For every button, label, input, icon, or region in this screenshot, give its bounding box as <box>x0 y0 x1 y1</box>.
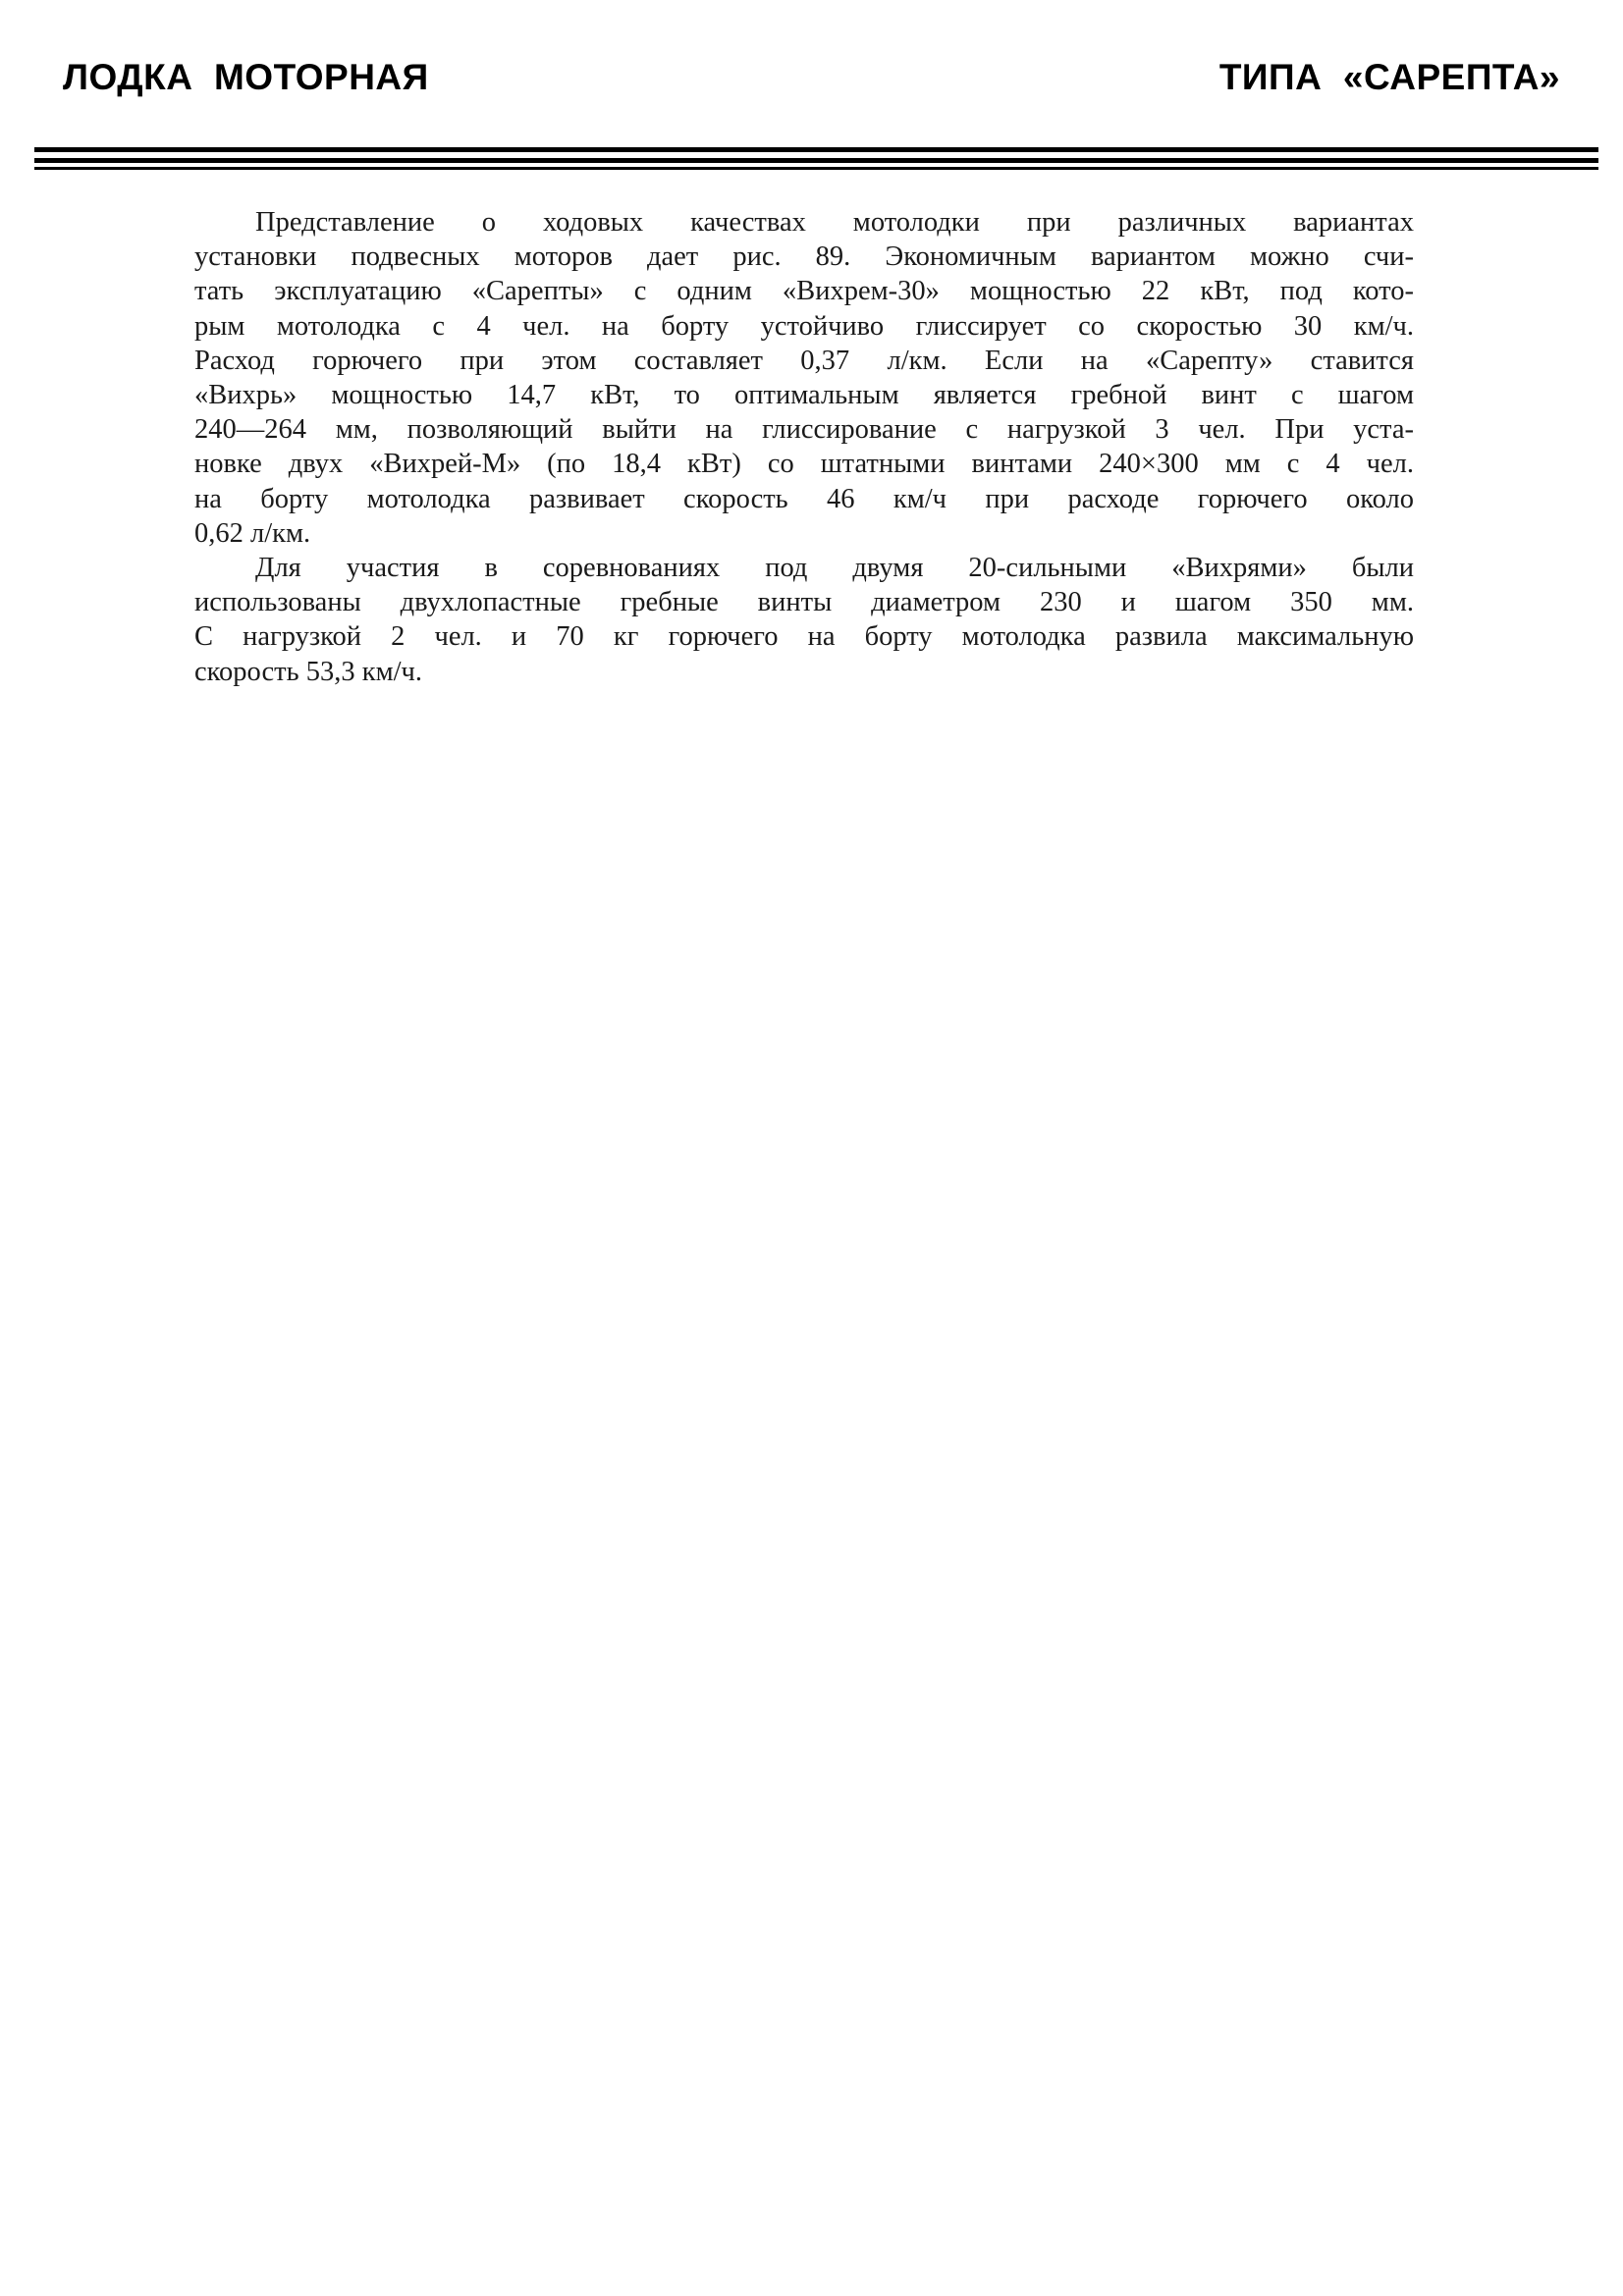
text-line: Для участия в соревнованиях под двумя 20-сильными «Вихрями» были <box>255 553 1414 584</box>
header-rule-top <box>34 147 1598 152</box>
text-line: «Вихрь» мощностью 14,7 кВт, то оптимальным является гребной винт с шагом <box>194 380 1414 411</box>
header-rule-bottom <box>34 167 1598 170</box>
text-line: тать эксплуатацию «Сарепты» с одним «Вихрем-30» мощностью 22 кВт, под кото- <box>194 276 1414 307</box>
header-rule-middle <box>34 158 1598 163</box>
text-line: 0,62 л/км. <box>194 517 311 549</box>
text-line: Представление о ходовых качествах мотолодки при различных вариантах <box>255 207 1414 238</box>
text-line: Расход горючего при этом составляет 0,37 л/км. Если на «Сарепту» ставится <box>194 345 1414 376</box>
text-line: С нагрузкой 2 чел. и 70 кг горючего на борту мотолодка развила максимальную <box>194 621 1414 653</box>
paragraph-2 <box>194 551 1414 689</box>
text-line: рым мотолодка с 4 чел. на борту устойчиво глиссирует со скоростью 30 км/ч. <box>194 310 1414 342</box>
text-line: новке двух «Вихрей-М» (по 18,4 кВт) со штатными винтами 240×300 мм с 4 чел. <box>194 449 1414 480</box>
text-line: использованы двухлопастные гребные винты диаметром 230 и шагом 350 мм. <box>194 587 1414 618</box>
running-header-right: ТИПА «САРЕПТА» <box>1218 57 1560 97</box>
running-header-left: ЛОДКА МОТОРНАЯ <box>63 57 429 97</box>
text-line: установки подвесных моторов дает рис. 89. Экономичным вариантом можно счи- <box>194 241 1414 273</box>
text-line: 240—264 мм, позволяющий выйти на глиссирование с нагрузкой 3 чел. При уста- <box>194 414 1414 446</box>
text-line: на борту мотолодка развивает скорость 46 км/ч при расходе горючего около <box>194 483 1414 514</box>
body-text <box>194 205 1414 689</box>
paragraph-1 <box>194 205 1414 551</box>
text-line: скорость 53,3 км/ч. <box>194 656 422 687</box>
